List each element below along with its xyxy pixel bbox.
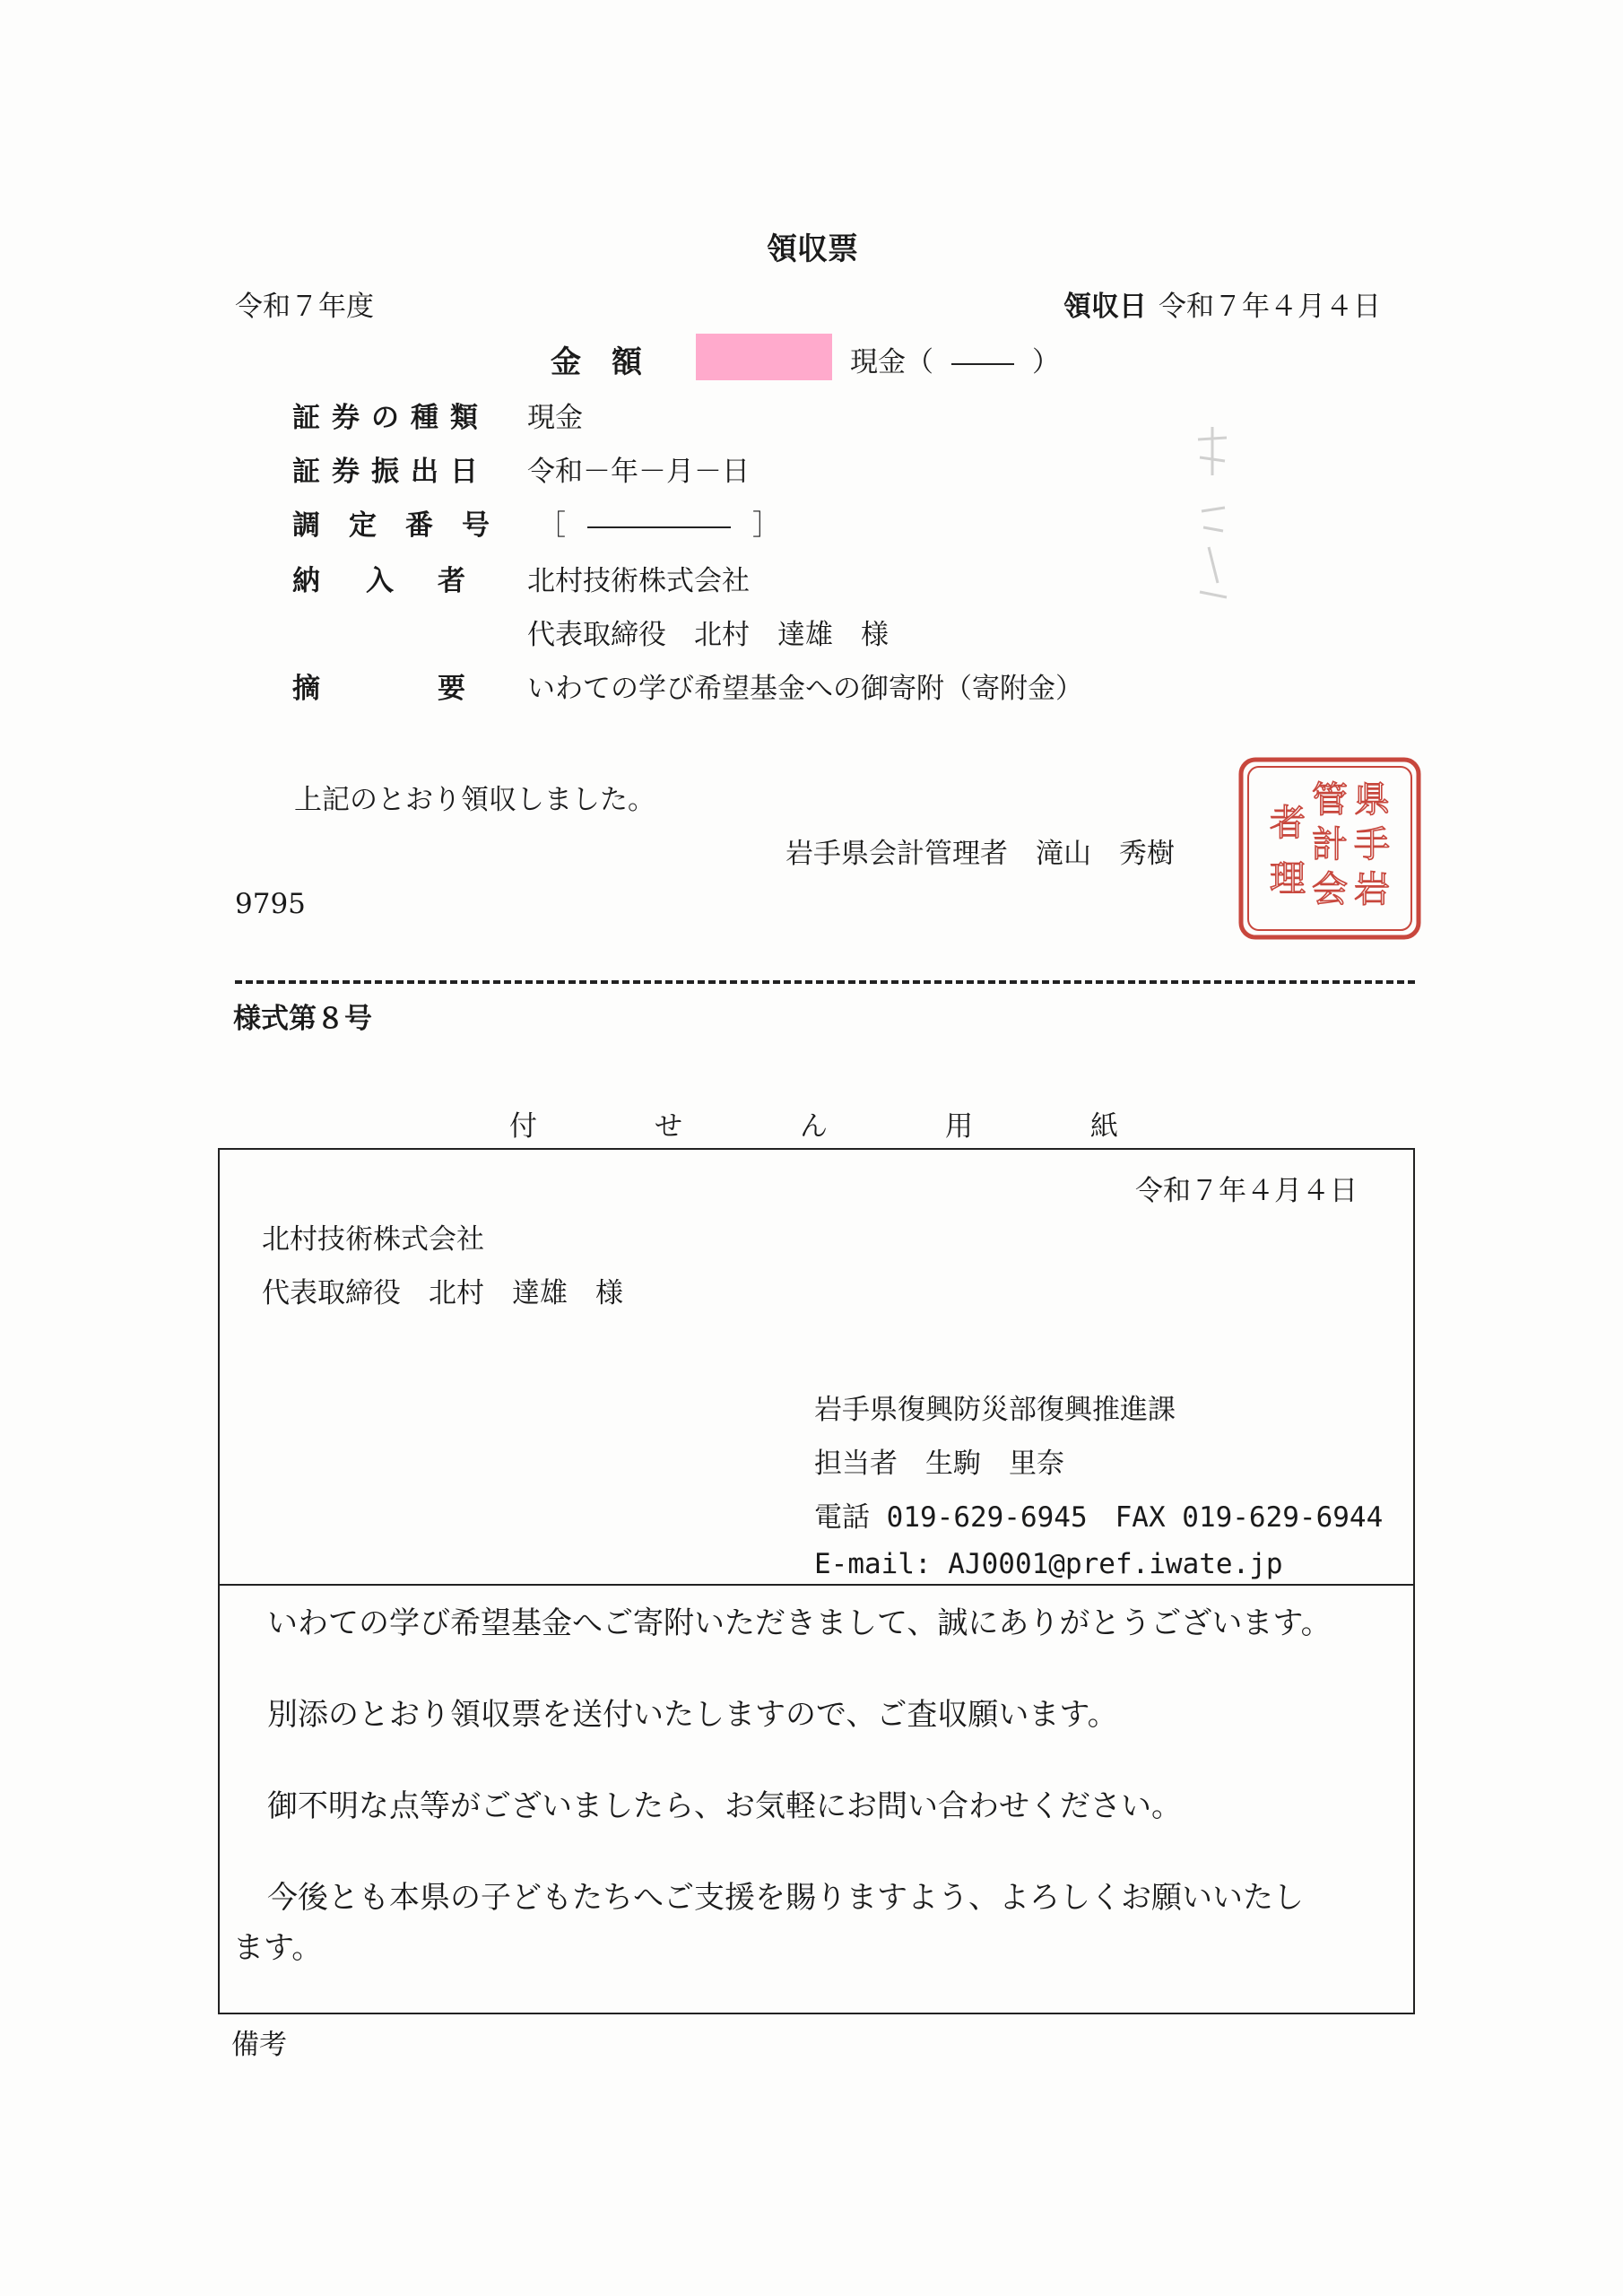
receipt-date: 令和７年４月４日 xyxy=(1159,291,1381,323)
message-line: いわての学び希望基金へご寄附いただきまして、誠にありがとうございます。 xyxy=(267,1605,1332,1641)
adjustment-no-label: 調定番号 xyxy=(292,509,518,542)
amount-label: 金 額 xyxy=(551,344,642,380)
message-line: 御不明な点等がございましたら、お気軽にお問い合わせください。 xyxy=(267,1788,1182,1824)
memo-to-rep: 代表取締役 北村 達雄 様 xyxy=(262,1277,623,1309)
message-line: 今後とも本県の子どもたちへご支援を賜りますよう、よろしくお願いいたし xyxy=(267,1880,1304,1916)
fiscal-year: 令和７年度 xyxy=(235,291,374,323)
seal-char: 手 xyxy=(1354,824,1390,865)
seal-char: 計 xyxy=(1312,824,1348,865)
official-seal xyxy=(1237,756,1422,941)
receipt-date-label: 領収日 xyxy=(1063,291,1147,323)
securities-date: 令和－年－月－日 xyxy=(527,456,750,488)
seal-char: 岩 xyxy=(1354,869,1390,910)
payer-company: 北村技術株式会社 xyxy=(527,565,750,597)
payer-label-2: 入 xyxy=(366,565,394,597)
payer-rep: 代表取締役 北村 達雄 様 xyxy=(527,619,889,651)
payer-label-1: 納 xyxy=(292,565,320,597)
received-text: 上記のとおり領収しました。 xyxy=(294,784,655,816)
amount-type: 現金（ ） xyxy=(850,346,1060,378)
payer-label-3: 者 xyxy=(438,565,465,597)
memo-title-char: ん xyxy=(800,1110,828,1143)
remarks-label: 備考 xyxy=(231,2029,287,2061)
seal-char: 管 xyxy=(1312,779,1348,821)
receipt-title: 領収票 xyxy=(767,231,858,267)
memo-from-person: 担当者 生駒 里奈 xyxy=(814,1448,1064,1480)
pencil-mark xyxy=(1191,422,1236,619)
form-number: 様式第８号 xyxy=(233,1003,372,1035)
seal-char: 会 xyxy=(1312,869,1348,910)
memo-date: 令和７年４月４日 xyxy=(1135,1175,1358,1207)
adjustment-no: ［ ］ xyxy=(538,509,780,542)
receipt-number: 9795 xyxy=(235,888,306,920)
summary-text: いわての学び希望基金への御寄附（寄附金） xyxy=(527,673,1083,705)
summary-label-2: 要 xyxy=(438,673,465,705)
seal-char: 理 xyxy=(1270,858,1306,900)
memo-phone-fax: 電話 019-629-6945 FAX 019-629-6944 xyxy=(814,1501,1384,1534)
seal-char: 県 xyxy=(1354,779,1390,821)
memo-title-char: せ xyxy=(655,1110,682,1143)
memo-title-char: 用 xyxy=(945,1110,973,1143)
securities-type-label: 証券の種類 xyxy=(292,402,490,434)
memo-email: E-mail: AJ0001@pref.iwate.jp xyxy=(814,1548,1283,1580)
memo-title-char: 紙 xyxy=(1090,1110,1118,1143)
cut-line xyxy=(235,980,1415,984)
seal-char: 者 xyxy=(1270,803,1306,844)
memo-to-company: 北村技術株式会社 xyxy=(262,1223,484,1256)
message-line: ます。 xyxy=(233,1930,323,1966)
accountant-name: 岩手県会計管理者 滝山 秀樹 xyxy=(785,838,1175,870)
memo-from-dept: 岩手県復興防災部復興推進課 xyxy=(814,1394,1176,1426)
redacted-amount xyxy=(696,334,832,380)
message-line: 別添のとおり領収票を送付いたしますので、ご査収願います。 xyxy=(267,1697,1118,1733)
memo-title-char: 付 xyxy=(509,1110,537,1143)
summary-label-1: 摘 xyxy=(292,673,320,705)
securities-type: 現金 xyxy=(527,402,583,434)
securities-date-label: 証券振出日 xyxy=(292,456,490,488)
